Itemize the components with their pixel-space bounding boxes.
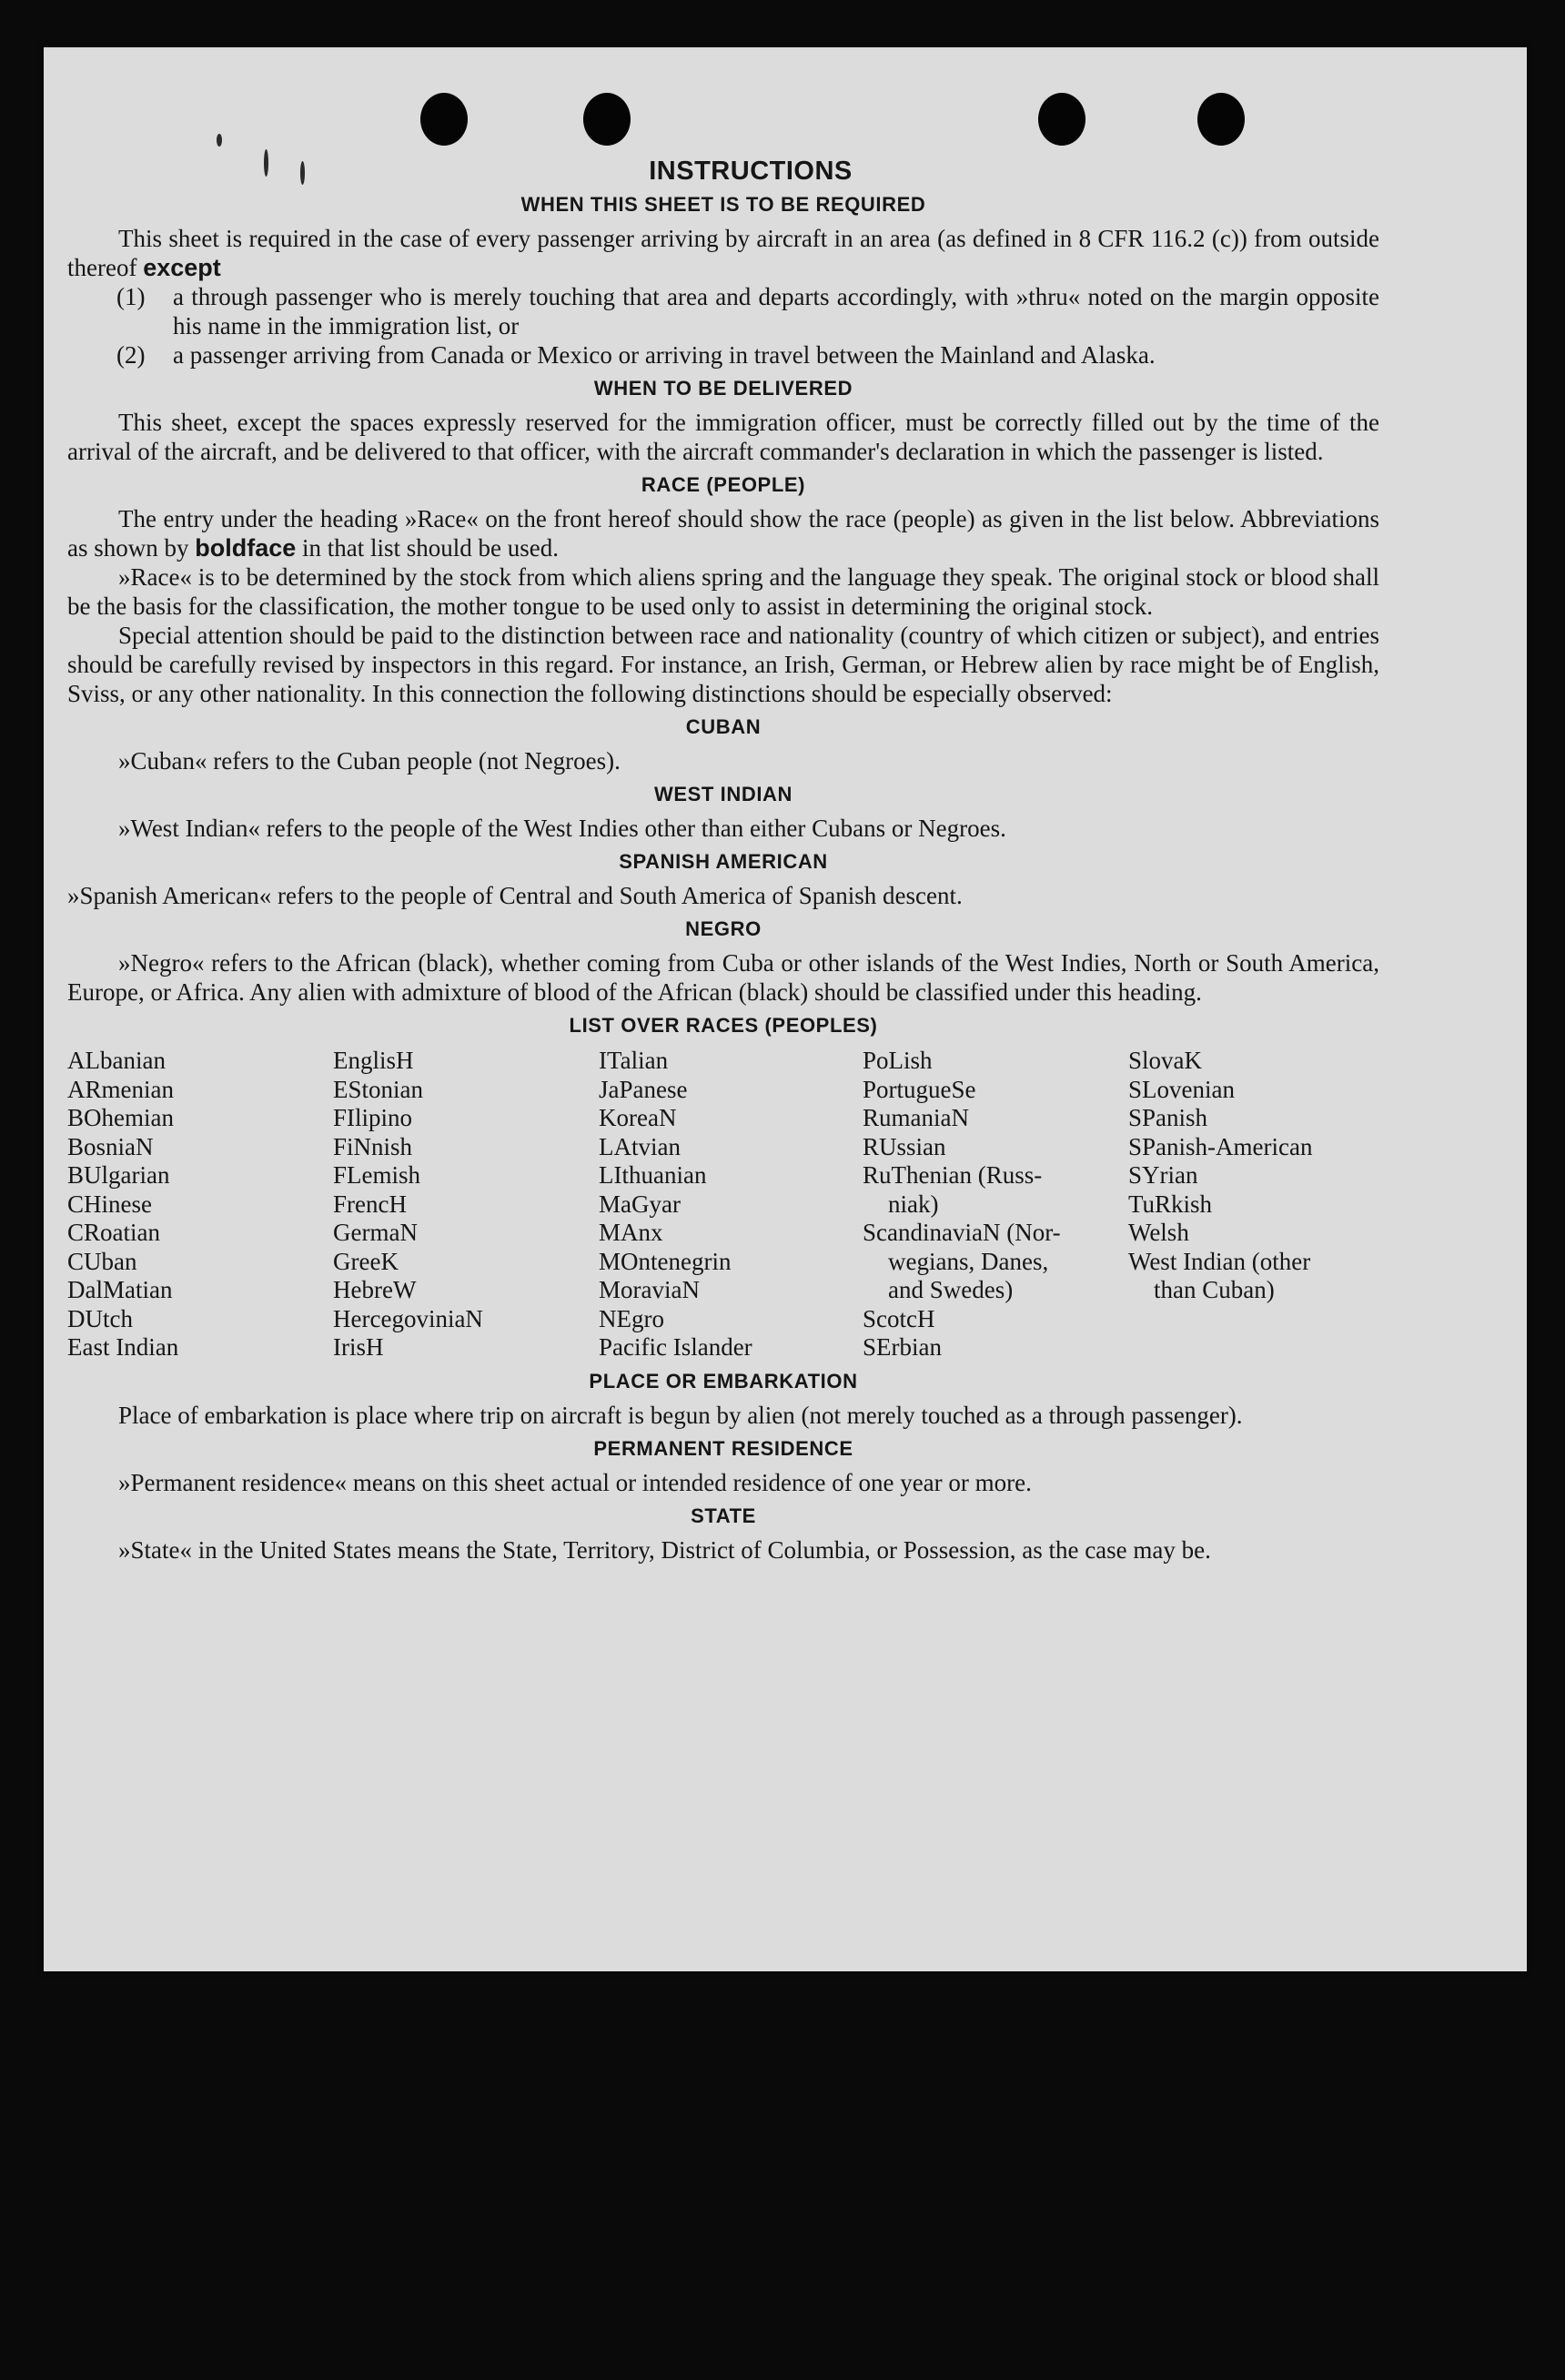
race-entry: West Indian (other xyxy=(1128,1247,1311,1275)
race-entry: and Swedes) xyxy=(888,1276,1014,1303)
embarkation-text: Place of embarkation is place where trip on aircraft is begun by alien (not merely touched as a through passenger). xyxy=(118,1401,1243,1429)
document-page xyxy=(44,47,1527,1971)
race-entry: SPanish xyxy=(1128,1104,1208,1131)
west-indian-text: »West Indian« refers to the people of the West Indies other than either Cubans or Negroes. xyxy=(118,815,1006,842)
when-required-intro: This sheet is required in the case of every passenger arriving by aircraft in an area (as defined in 8 CFR 116.2 (c)) from outside thereof except xyxy=(67,225,1379,281)
race-entry: ScotcH xyxy=(863,1304,935,1332)
heading-west-indian: WEST INDIAN xyxy=(653,783,793,805)
race-entry: Pacific Islander xyxy=(599,1333,752,1361)
race-entry: ScandinaviaN (Nor- xyxy=(863,1219,1061,1246)
race-entry: BOhemian xyxy=(67,1104,174,1131)
heading-permanent-residence: PERMANENT RESIDENCE xyxy=(593,1436,853,1460)
race-entry: HebreW xyxy=(333,1276,417,1303)
punch-hole xyxy=(1197,93,1245,146)
race-entry: than Cuban) xyxy=(1154,1276,1275,1303)
race-entry: RuThenian (Russ- xyxy=(863,1161,1043,1189)
race-column-4 xyxy=(863,1047,1128,1362)
race-entry: LAtvian xyxy=(599,1132,681,1160)
race-paragraph-2: »Race« is to be determined by the stock from which aliens spring and the language they speak. The original stock or blood shall be the basis for the classification, the mother tongue to be used only to assist in determining the original stock. xyxy=(67,563,1379,620)
race-entry: CUban xyxy=(67,1247,137,1275)
exception-item-2: (2) a passenger arriving from Canada or Mexico or arriving in travel between the Mainland and Alaska. xyxy=(116,341,1156,369)
heading-negro: NEGRO xyxy=(685,917,762,940)
race-entry: JaPanese xyxy=(599,1075,688,1103)
negro-text: »Negro« refers to the African (black), whether coming from Cuba or other islands of the West Indies, North or South America, Europe, or Africa. Any alien with admixture of blood of the African (black) should be classified under this heading. xyxy=(67,949,1379,1006)
race-entry: CHinese xyxy=(67,1190,152,1218)
race-list xyxy=(67,1047,1379,1362)
race-paragraph-1: The entry under the heading »Race« on the front hereof should show the race (people) as given in the list below. Abbreviations as shown by boldface in that list should be used. xyxy=(67,505,1379,562)
race-entry: MOntenegrin xyxy=(599,1247,732,1275)
punch-hole xyxy=(1038,93,1085,146)
race-entry: DalMatian xyxy=(67,1276,173,1303)
race-entry: niak) xyxy=(888,1190,939,1218)
race-entry: HercegoviniaN xyxy=(333,1304,483,1332)
instructions-content xyxy=(67,157,1379,1565)
race-entry: PoLish xyxy=(863,1047,933,1074)
page-title: INSTRUCTIONS xyxy=(649,157,853,186)
race-entry: SPanish-American xyxy=(1128,1132,1313,1160)
race-entry: NEgro xyxy=(599,1304,664,1332)
heading-cuban: CUBAN xyxy=(685,715,762,738)
race-entry: LIthuanian xyxy=(599,1161,707,1189)
race-entry: MaGyar xyxy=(599,1190,681,1218)
race-entry: Welsh xyxy=(1128,1219,1189,1246)
race-entry: ARmenian xyxy=(67,1075,174,1103)
race-entry: MoraviaN xyxy=(599,1276,700,1303)
heading-race-list: LIST OVER RACES (PEOPLES) xyxy=(569,1014,878,1037)
race-entry: BosniaN xyxy=(67,1132,154,1160)
heading-spanish-american: SPANISH AMERICAN xyxy=(619,850,828,873)
race-entry: IrisH xyxy=(333,1333,384,1361)
race-entry: FiNnish xyxy=(333,1132,413,1160)
race-entry: PortugueSe xyxy=(863,1075,976,1103)
race-entry: BUlgarian xyxy=(67,1161,170,1189)
when-delivered-text: This sheet, except the spaces expressly reserved for the immigration officer, must be correctly filled out by the time of the arrival of the aircraft, and be delivered to that officer, with the aircraft commander's declaration in which the passenger is listed. xyxy=(67,409,1379,465)
cuban-text: »Cuban« refers to the Cuban people (not Negroes). xyxy=(118,747,621,775)
race-entry: MAnx xyxy=(599,1219,663,1246)
race-paragraph-3: Special attention should be paid to the distinction between race and nationality (country of which citizen or subject), and entries should be carefully revised by inspectors in this regard. For instance, an Irish, German, or Hebrew alien by race might be of English, Sviss, or any other nationality. In this connection the following distinctions should be especially observed: xyxy=(67,622,1379,707)
race-entry: SYrian xyxy=(1128,1161,1198,1189)
scan-speck xyxy=(217,134,222,147)
permanent-residence-text: »Permanent residence« means on this sheet actual or intended residence of one year or more. xyxy=(118,1468,1032,1496)
race-entry: SLovenian xyxy=(1128,1075,1235,1103)
race-entry: GreeK xyxy=(333,1247,399,1275)
race-entry: wegians, Danes, xyxy=(888,1247,1049,1275)
heading-race: RACE (PEOPLE) xyxy=(641,473,806,496)
race-entry: SlovaK xyxy=(1128,1047,1202,1074)
race-entry: ALbanian xyxy=(67,1047,166,1074)
race-entry: EnglisH xyxy=(333,1047,414,1074)
race-entry: TuRkish xyxy=(1128,1190,1213,1218)
race-entry: SErbian xyxy=(863,1333,942,1361)
race-column-2 xyxy=(333,1047,599,1362)
race-entry: FIlipino xyxy=(333,1104,413,1131)
heading-when-required: WHEN THIS SHEET IS TO BE REQUIRED xyxy=(520,193,926,216)
race-column-5 xyxy=(1128,1047,1379,1362)
race-entry: DUtch xyxy=(67,1304,133,1332)
race-entry: EStonian xyxy=(333,1075,423,1103)
race-column-3 xyxy=(599,1047,863,1362)
spanish-american-text: »Spanish American« refers to the people of Central and South America of Spanish descent. xyxy=(67,882,963,909)
race-entry: FrencH xyxy=(333,1190,407,1218)
state-text: »State« in the United States means the State, Territory, District of Columbia, or Possession, as the case may be. xyxy=(118,1535,1211,1564)
heading-state: STATE xyxy=(691,1504,756,1527)
race-entry: ITalian xyxy=(599,1047,669,1074)
race-entry: RUssian xyxy=(863,1132,946,1160)
race-entry: FLemish xyxy=(333,1161,421,1189)
punch-hole xyxy=(420,93,468,146)
exception-item-1: (1) a through passenger who is merely touching that area and departs accordingly, with »thru« noted on the margin opposite his name in the immigration list, or xyxy=(116,283,1379,339)
race-entry: East Indian xyxy=(67,1333,179,1361)
race-entry: KoreaN xyxy=(599,1104,677,1131)
punch-hole xyxy=(583,93,631,146)
race-entry: RumaniaN xyxy=(863,1104,969,1131)
race-entry: GermaN xyxy=(333,1219,418,1246)
race-entry: CRoatian xyxy=(67,1219,160,1246)
heading-embarkation: PLACE OR EMBARKATION xyxy=(589,1369,858,1393)
race-column-1 xyxy=(67,1047,333,1362)
heading-when-delivered: WHEN TO BE DELIVERED xyxy=(593,377,853,400)
